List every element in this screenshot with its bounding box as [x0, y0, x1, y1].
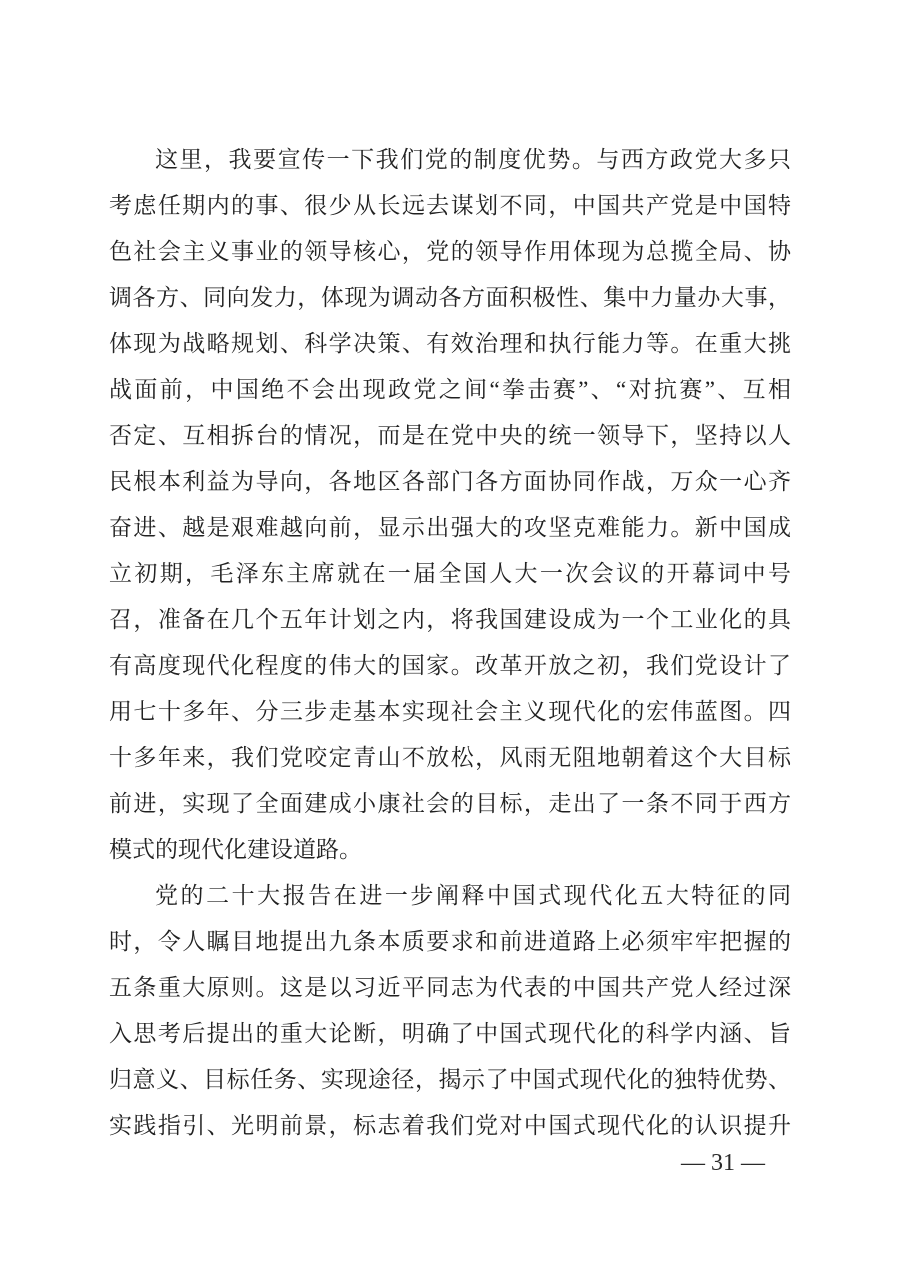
text-line: 入思考后提出的重大论断，明确了中国式现代化的科学内涵、旨	[109, 1021, 791, 1046]
text-line: 五条重大原则。这是以习近平同志为代表的中国共产党人经过深	[109, 975, 791, 1000]
text-line: 归意义、目标任务、实现途径，揭示了中国式现代化的独特优势、	[109, 1067, 791, 1092]
text-line: 党的二十大报告在进一步阐释中国式现代化五大特征的同	[155, 883, 791, 908]
text-line: 十多年来，我们党咬定青山不放松，风雨无阻地朝着这个大目标	[109, 745, 791, 770]
text-line: 体现为战略规划、科学决策、有效治理和执行能力等。在重大挑	[109, 331, 791, 356]
paragraph	[109, 873, 791, 1149]
text-line: 考虑任期内的事、很少从长远去谋划不同，中国共产党是中国特	[109, 193, 791, 218]
paragraph	[109, 137, 791, 873]
text-line: 这里，我要宣传一下我们党的制度优势。与西方政党大多只	[155, 147, 791, 172]
text-line: 有高度现代化程度的伟大的国家。改革开放之初，我们党设计了	[109, 653, 791, 678]
text-line: 色社会主义事业的领导核心，党的领导作用体现为总揽全局、协	[109, 239, 791, 264]
text-line: 民根本利益为导向，各地区各部门各方面协同作战，万众一心齐	[109, 469, 791, 494]
text-line: 模式的现代化建设道路。	[109, 837, 362, 862]
page-number: — 31 —	[681, 1150, 765, 1176]
text-line: 前进，实现了全面建成小康社会的目标，走出了一条不同于西方	[109, 791, 791, 816]
text-line: 战面前，中国绝不会出现政党之间“拳击赛”、“对抗赛”、互相	[109, 377, 791, 402]
text-line: 调各方、同向发力，体现为调动各方面积极性、集中力量办大事，	[109, 285, 791, 310]
text-line: 否定、互相拆台的情况，而是在党中央的统一领导下，坚持以人	[109, 423, 791, 448]
text-line: 实践指引、光明前景，标志着我们党对中国式现代化的认识提升	[109, 1113, 791, 1138]
text-line: 召，准备在几个五年计划之内，将我国建设成为一个工业化的具	[109, 607, 791, 632]
text-line: 时，令人瞩目地提出九条本质要求和前进道路上必须牢牢把握的	[109, 929, 791, 954]
text-line: 奋进、越是艰难越向前，显示出强大的攻坚克难能力。新中国成	[109, 515, 791, 540]
text-line: 用七十多年、分三步走基本实现社会主义现代化的宏伟蓝图。四	[109, 699, 791, 724]
text-line: 立初期，毛泽东主席就在一届全国人大一次会议的开幕词中号	[109, 561, 791, 586]
body-text	[109, 137, 791, 1149]
